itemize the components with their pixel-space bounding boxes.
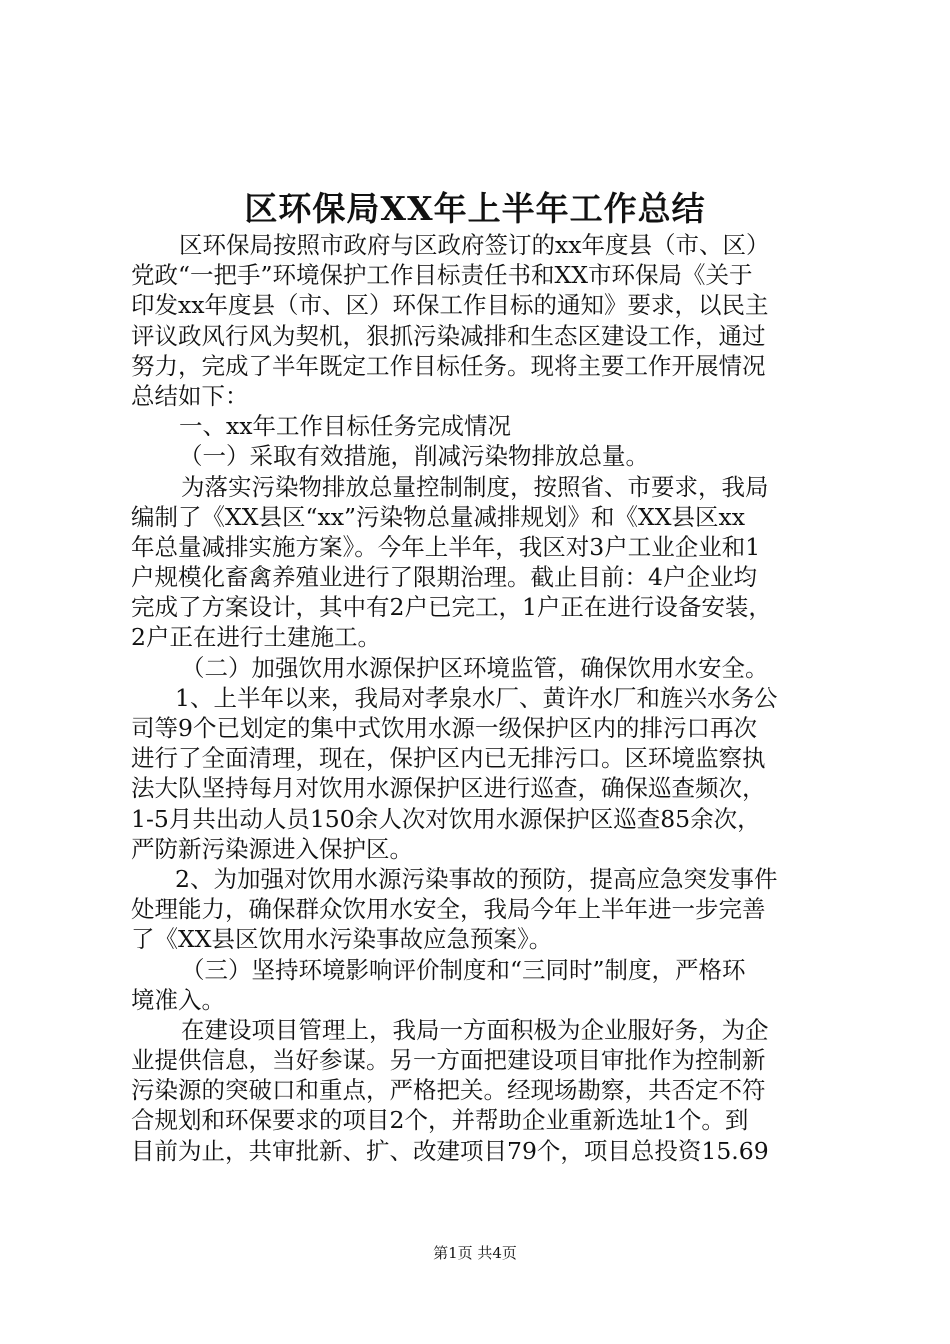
subsection-heading: （二）加强饮用水源保护区环境监管，确保饮用水安全。 — [181, 653, 769, 682]
paragraph-line: 区环保局按照市政府与区政府签订的xx年度县（市、区） — [179, 231, 770, 259]
paragraph-line: 法大队坚持每月对饮用水源保护区进行巡查，确保巡查频次， — [131, 774, 766, 803]
subsection-heading: （一）采取有效措施，削减污染物排放总量。 — [179, 442, 649, 471]
paragraph-line: 编制了《XX县区“xx”污染物总量减排规划》和《XX县区xx — [131, 502, 745, 531]
paragraph-line: 年总量减排实施方案》。今年上半年，我区对3户工业企业和1 — [131, 532, 761, 561]
page-footer: 第1页 共4页 — [433, 1244, 517, 1262]
subsection-heading: （三）坚持环境影响评价制度和“三同时”制度，严格环 — [181, 955, 746, 984]
paragraph-line: 严防新污染源进入保护区。 — [131, 834, 413, 863]
paragraph-line: 在建设项目管理上，我局一方面积极为企业服好务，为企 — [181, 1015, 769, 1044]
paragraph-line: 污染源的突破口和重点，严格把关。经现场勘察，共否定不符 — [131, 1076, 766, 1105]
section-heading: 一、xx年工作目标任务完成情况 — [179, 412, 512, 441]
paragraph-line: 业提供信息，当好参谋。另一方面把建设项目审批作为控制新 — [131, 1046, 766, 1075]
paragraph-line: 目前为止，共审批新、扩、改建项目79个，项目总投资15.69 — [131, 1136, 769, 1165]
paragraph-line: 1、上半年以来，我局对孝泉水厂、黄许水厂和旌兴水务公 — [175, 683, 778, 712]
paragraph-line: 党政“一把手”环境保护工作目标责任书和XX市环保局《关于 — [131, 261, 753, 290]
paragraph-line: 总结如下： — [131, 381, 249, 410]
paragraph-line: 处理能力，确保群众饮用水安全，我局今年上半年进一步完善 — [131, 895, 766, 924]
document-body — [131, 230, 837, 1166]
paragraph-line: 2户正在进行土建施工。 — [131, 623, 381, 652]
paragraph-line: 完成了方案设计，其中有2户已完工，1户正在进行设备安装， — [131, 593, 772, 622]
paragraph-line: 合规划和环保要求的项目2个，并帮助企业重新选址1个。到 — [131, 1106, 749, 1135]
paragraph-line: 努力，完成了半年既定工作目标任务。现将主要工作开展情况 — [131, 351, 766, 380]
paragraph-line: 为落实污染物排放总量控制制度，按照省、市要求，我局 — [181, 472, 769, 501]
paragraph-line: 评议政风行风为契机，狠抓污染减排和生态区建设工作，通过 — [131, 321, 766, 350]
paragraph-line: 进行了全面清理，现在，保护区内已无排污口。区环境监察执 — [131, 744, 766, 773]
paragraph-line: 2、为加强对饮用水源污染事故的预防，提高应急突发事件 — [175, 864, 778, 893]
paragraph-line: 户规模化畜禽养殖业进行了限期治理。截止目前：4户企业均 — [131, 563, 757, 592]
paragraph-line: 印发xx年度县（市、区）环保工作目标的通知》要求，以民主 — [131, 291, 769, 320]
document-title: 区环保局XX年上半年工作总结 — [244, 189, 706, 228]
paragraph-line: 了《XX县区饮用水污染事故应急预案》。 — [131, 925, 553, 954]
paragraph-line: 1-5月共出动人员150余人次对饮用水源保护区巡查85余次， — [131, 804, 761, 833]
subsection-heading: 境准入。 — [131, 985, 225, 1014]
paragraph-line: 司等9个已划定的集中式饮用水源一级保护区内的排污口再次 — [131, 714, 757, 742]
